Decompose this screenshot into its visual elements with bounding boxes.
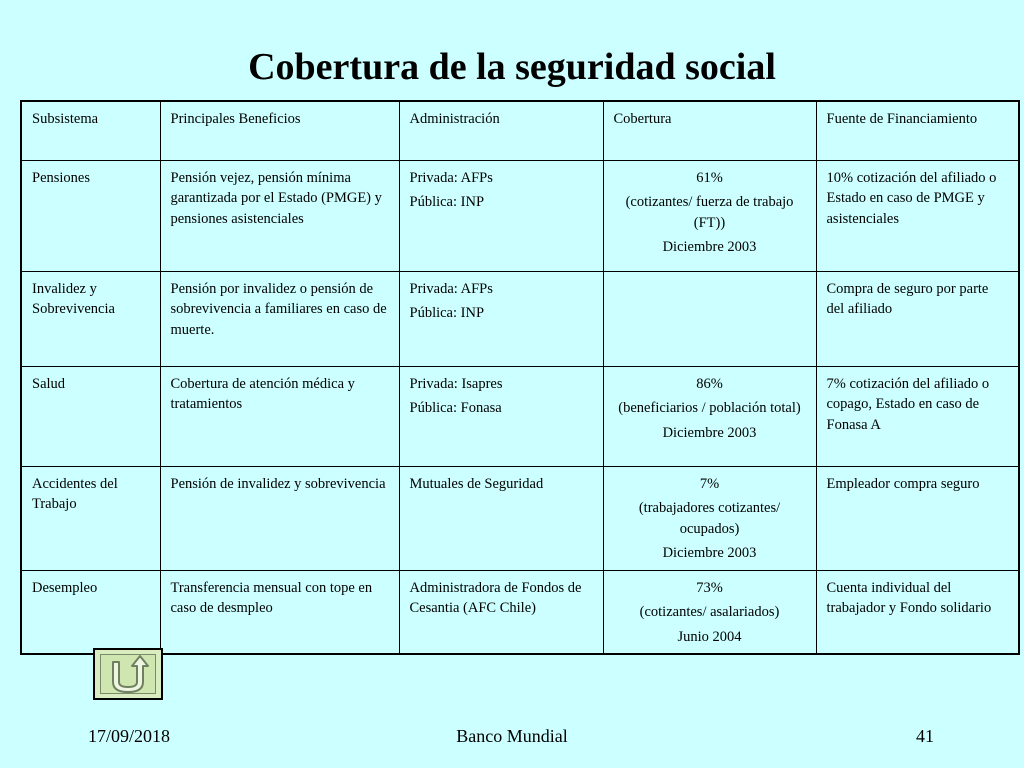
cell-financiamiento: Empleador compra seguro — [816, 466, 1019, 570]
admin-line: Administradora de Fondos de Cesantia (AFC Chile) — [409, 579, 582, 616]
admin-line: Pública: Fonasa — [409, 400, 502, 416]
header-beneficios: Principales Beneficios — [160, 101, 399, 160]
footer-page-number: 41 — [916, 726, 934, 746]
coverage-date: Diciembre 2003 — [662, 424, 757, 441]
cell-financiamiento: 7% cotización del afiliado o copago, Estado en caso de Fonasa A — [816, 366, 1019, 466]
cell-subsistema: Pensiones — [21, 160, 160, 271]
cell-cobertura — [603, 160, 816, 271]
cell-cobertura — [603, 570, 816, 654]
cell-beneficios: Pensión de invalidez y sobrevivencia — [160, 466, 399, 570]
u-turn-arrow-icon — [95, 650, 161, 698]
coverage-percent: 86% — [696, 375, 723, 392]
cell-beneficios: Pensión vejez, pensión mínima garantizada por el Estado (PMGE) y pensiones asistenciales — [160, 160, 399, 271]
slide-title: Cobertura de la seguridad social — [248, 46, 776, 88]
table-row — [21, 366, 1019, 466]
cell-subsistema: Desempleo — [21, 570, 160, 654]
admin-line: Privada: Isapres — [409, 375, 503, 392]
header-financiamiento: Fuente de Financiamiento — [816, 101, 1019, 160]
coverage-basis: (cotizantes/ asalariados) — [639, 604, 780, 620]
footer-date: 17/09/2018 — [88, 726, 171, 746]
cell-administracion — [399, 366, 603, 466]
cell-cobertura — [603, 366, 816, 466]
coverage-date: Diciembre 2003 — [662, 239, 757, 255]
table-header-row — [21, 101, 1019, 160]
cell-subsistema: Accidentes del Trabajo — [21, 466, 160, 570]
coverage-basis: (cotizantes/ fuerza de trabajo (FT)) — [625, 194, 794, 231]
table-row — [21, 271, 1019, 366]
coverage-percent: 73% — [696, 579, 723, 596]
header-subsistema: Subsistema — [21, 101, 160, 160]
coverage-percent: 61% — [696, 169, 723, 186]
table-row — [21, 570, 1019, 654]
coverage-basis: (trabajadores cotizantes/ ocupados) — [638, 500, 781, 537]
cell-financiamiento: Cuenta individual del trabajador y Fondo solidario — [816, 570, 1019, 654]
cell-administracion — [399, 466, 603, 570]
table-row — [21, 160, 1019, 271]
cell-administracion — [399, 160, 603, 271]
coverage-date: Diciembre 2003 — [662, 545, 757, 561]
admin-line: Mutuales de Seguridad — [409, 475, 544, 492]
cell-beneficios: Pensión por invalidez o pensión de sobrevivencia a familiares en caso de muerte. — [160, 271, 399, 366]
coverage-date: Junio 2004 — [677, 628, 742, 645]
admin-line: Privada: AFPs — [409, 280, 493, 297]
table-row — [21, 466, 1019, 570]
cell-cobertura — [603, 466, 816, 570]
coverage-basis: (beneficiarios / población total) — [618, 400, 801, 416]
coverage-table — [20, 100, 1020, 655]
cell-financiamiento: Compra de seguro por parte del afiliado — [816, 271, 1019, 366]
cell-beneficios: Transferencia mensual con tope en caso de desmpleo — [160, 570, 399, 654]
cell-administracion — [399, 271, 603, 366]
admin-line: Pública: INP — [409, 305, 485, 321]
header-cobertura: Cobertura — [603, 101, 816, 160]
cell-financiamiento: 10% cotización del afiliado o Estado en caso de PMGE y asistenciales — [816, 160, 1019, 271]
footer-organization: Banco Mundial — [456, 726, 568, 746]
admin-line: Pública: INP — [409, 194, 485, 210]
admin-line: Privada: AFPs — [409, 169, 493, 186]
coverage-percent: 7% — [699, 475, 720, 492]
cell-subsistema: Salud — [21, 366, 160, 466]
cell-administracion — [399, 570, 603, 654]
cell-subsistema: Invalidez y Sobrevivencia — [21, 271, 160, 366]
header-administracion: Administración — [399, 101, 603, 160]
back-button[interactable] — [93, 648, 163, 700]
cell-beneficios: Cobertura de atención médica y tratamientos — [160, 366, 399, 466]
cell-cobertura — [603, 271, 816, 366]
